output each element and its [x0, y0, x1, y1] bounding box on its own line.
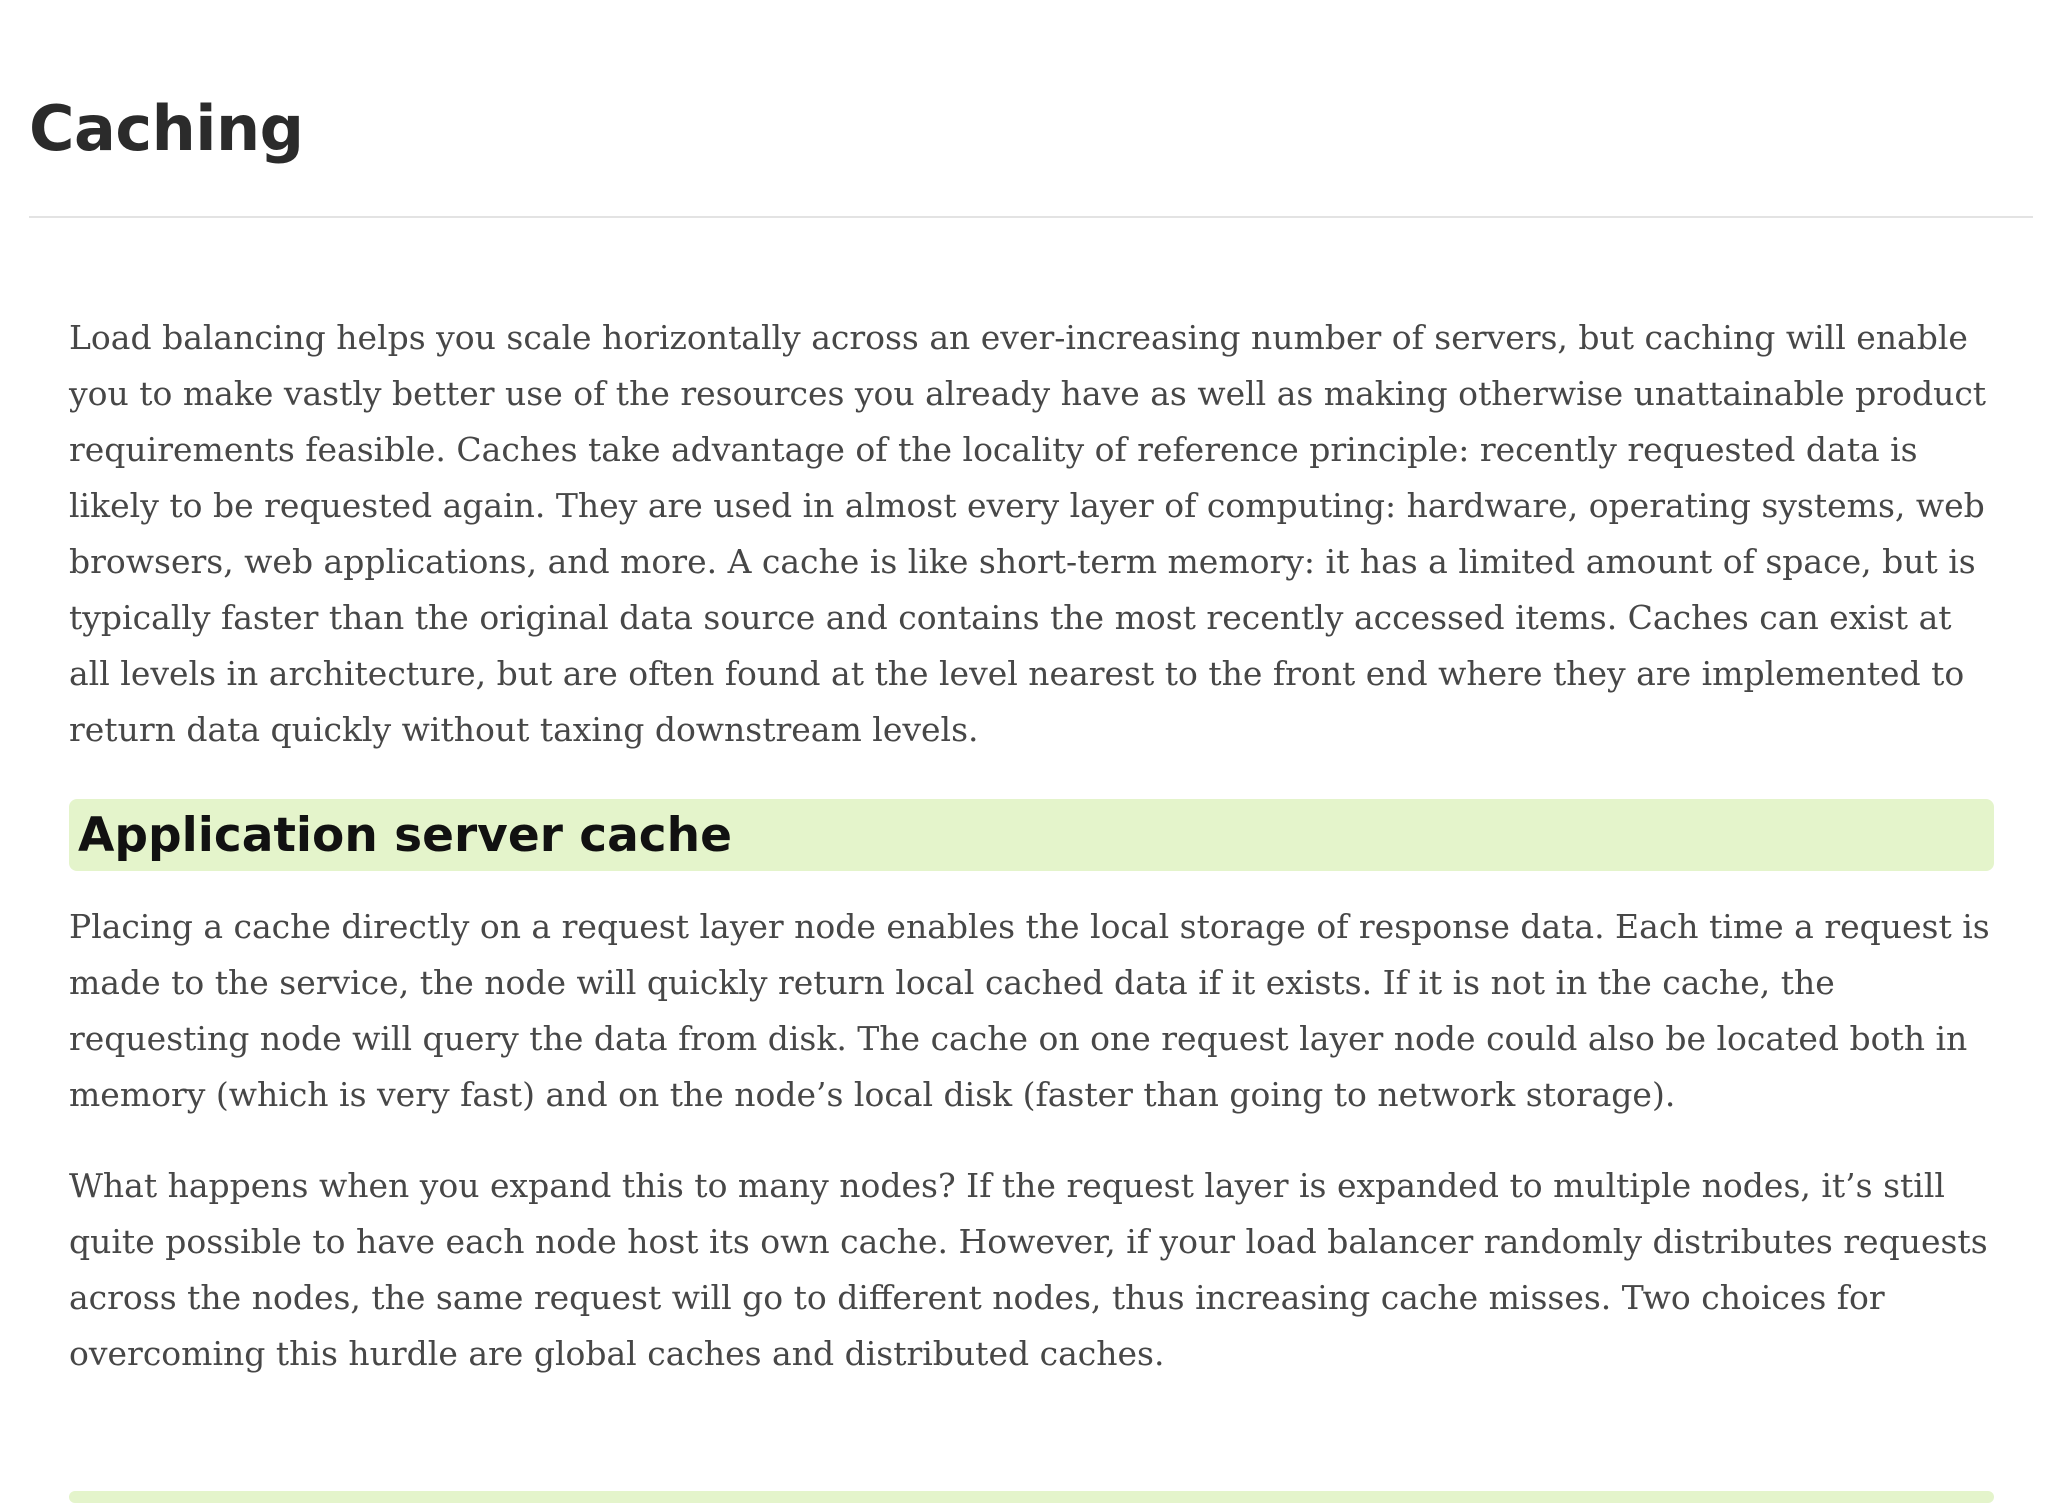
article-content: [69, 310, 1994, 1382]
page-title: Caching: [29, 92, 304, 165]
application-server-cache-paragraph-2: What happens when you expand this to many nodes? If the request layer is expanded to multiple nodes, it’s still quite possible to have each node host its own cache. However, if your load balancer randomly distributes requests across the nodes, the same request will go to different nodes, thus increasing cache misses. Two choices for overcoming this hurdle are global caches and distributed caches.: [69, 1166, 1988, 1373]
title-divider: [29, 216, 2033, 218]
application-server-cache-paragraph-1: Placing a cache directly on a request layer node enables the local storage of response data. Each time a request is made to the service, the node will quickly return local cached data if it exists. If it is not in the cache, the requesting node will query the data from disk. The cache on one request layer node could also be located both in memory (which is very fast) and on the node’s local disk (faster than going to network storage).: [69, 907, 1990, 1114]
intro-paragraph: Load balancing helps you scale horizontally across an ever-increasing number of servers, but caching will enable you to make vastly better use of the resources you already have as well as making otherwise unattainable product requirements feasible. Caches take advantage of the locality of reference principle: recently requested data is likely to be requested again. They are used in almost every layer of computing: hardware, operating systems, web browsers, web applications, and more. A cache is like short-term memory: it has a limited amount of space, but is typically faster than the original data source and contains the most recently accessed items. Caches can exist at all levels in architecture, but are often found at the level nearest to the front end where they are implemented to return data quickly without taxing downstream levels.: [69, 318, 1987, 749]
section-heading-application-server-cache: Application server cache: [69, 799, 1994, 871]
next-section-heading-highlight: [69, 1491, 1994, 1503]
